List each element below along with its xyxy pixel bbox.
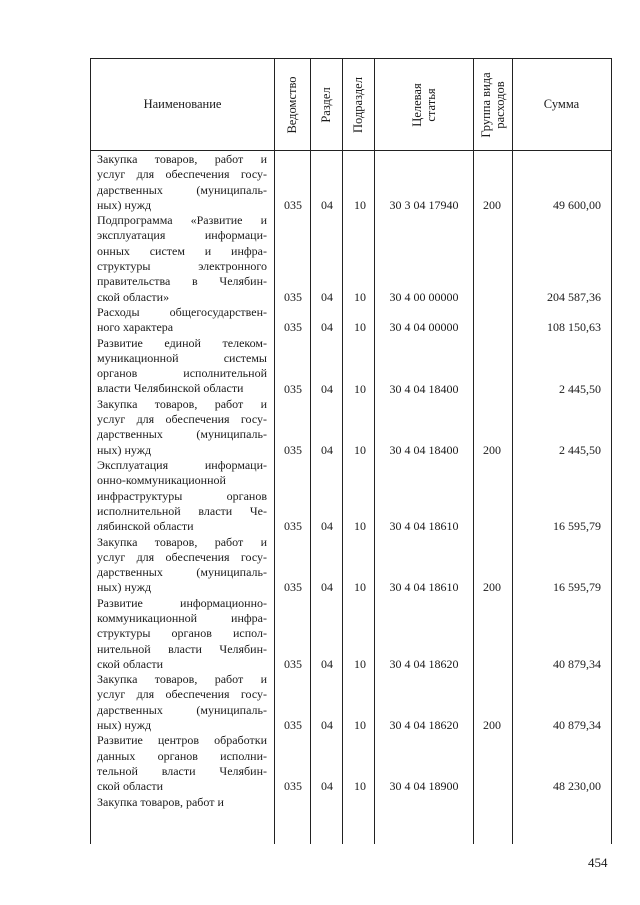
row-ved: 035 xyxy=(284,197,302,212)
row-name-line: услуг для обеспечения госу- xyxy=(97,167,267,182)
row-summa: 48 230,00 xyxy=(553,779,601,794)
row-gruppa: 200 xyxy=(483,442,501,457)
row-name-line: Развитие единой телеком- xyxy=(97,335,267,350)
row-razdel: 04 xyxy=(321,580,333,595)
row-name-line: Подпрограмма «Развитие и xyxy=(97,213,267,228)
header-celevaya-line2: статья xyxy=(423,87,438,122)
row-celevaya: 30 3 04 17940 xyxy=(389,197,459,212)
row-razdel: 04 xyxy=(321,656,333,671)
header-ved-cell xyxy=(274,59,310,150)
row-name-line: дарственных (муниципаль- xyxy=(97,427,267,442)
row-name-line: Расходы общегосударствен- xyxy=(97,305,267,319)
header-summa: Сумма xyxy=(543,97,580,111)
header-celevaya xyxy=(410,83,438,126)
row-ved: 035 xyxy=(284,656,302,671)
row-name-line: Закупка товаров, работ и xyxy=(97,152,267,166)
row-razdel: 04 xyxy=(321,320,333,335)
row-razdel: 04 xyxy=(321,779,333,794)
header-gruppa-line2: расходов xyxy=(492,80,507,129)
row-name xyxy=(97,596,267,672)
row-name-line: услуг для обеспечения госу- xyxy=(97,549,267,564)
row-summa: 108 150,63 xyxy=(547,320,601,335)
header-podrazdel: Подраздел xyxy=(351,76,365,133)
row-celevaya: 30 4 00 00000 xyxy=(389,289,459,304)
header-celevaya-cell xyxy=(374,59,473,150)
row-name-line: исполнительной власти Че- xyxy=(97,503,267,518)
row-name-line: ской области» xyxy=(97,289,170,304)
row-name-line: Развитие центров обработки xyxy=(97,733,267,748)
row-name-line: ного характера xyxy=(97,320,174,335)
row-ved: 035 xyxy=(284,381,302,396)
row-summa: 2 445,50 xyxy=(559,442,601,457)
row-name-line: ных) нужд xyxy=(97,197,152,212)
header-celevaya-line1: Целевая xyxy=(409,82,424,127)
row-name-line: ных) нужд xyxy=(97,580,152,595)
row-celevaya: 30 4 04 18610 xyxy=(389,580,459,595)
row-podrazdel: 10 xyxy=(354,656,366,671)
row-ved: 035 xyxy=(284,320,302,335)
row-celevaya: 30 4 04 18900 xyxy=(389,779,459,794)
row-razdel: 04 xyxy=(321,197,333,212)
row-podrazdel: 10 xyxy=(354,519,366,534)
page-number: 454 xyxy=(588,855,608,870)
row-summa: 204 587,36 xyxy=(547,289,601,304)
row-name xyxy=(97,336,267,397)
row-name xyxy=(97,397,267,458)
row-celevaya: 30 4 04 18620 xyxy=(389,718,459,733)
row-celevaya: 30 4 04 00000 xyxy=(389,320,459,335)
row-name-line: инфраструктуры органов xyxy=(97,488,267,503)
row-ved: 035 xyxy=(284,779,302,794)
row-name-line: структуры органов испол- xyxy=(97,626,267,641)
row-name-line: Закупка товаров, работ и xyxy=(97,534,267,549)
row-name-line: данных органов исполни- xyxy=(97,748,267,763)
row-summa: 16 595,79 xyxy=(553,519,601,534)
header-gruppa-line1: Группа вида xyxy=(478,71,493,138)
row-name-line: Закупка товаров, работ и xyxy=(97,794,224,809)
row-name-line: власти Челябинской области xyxy=(97,381,244,396)
row-razdel: 04 xyxy=(321,381,333,396)
row-name-line: нительной власти Челябин- xyxy=(97,641,267,656)
row-name xyxy=(97,305,267,336)
row-name-line: лябинской области xyxy=(97,519,194,534)
row-name xyxy=(97,458,267,534)
row-celevaya: 30 4 04 18610 xyxy=(389,519,459,534)
header-razdel: Раздел xyxy=(319,86,333,123)
column-divider xyxy=(342,59,343,844)
row-name-line: тельной власти Челябин- xyxy=(97,763,267,778)
row-name-line: ской области xyxy=(97,779,164,794)
row-podrazdel: 10 xyxy=(354,197,366,212)
header-podrazdel-cell xyxy=(342,59,374,150)
header-razdel-cell xyxy=(310,59,342,150)
row-name-line: дарственных (муниципаль- xyxy=(97,182,267,197)
row-name-line: муникационной системы xyxy=(97,350,267,365)
column-divider xyxy=(473,59,474,844)
row-name-line: ных) нужд xyxy=(97,718,152,733)
column-divider xyxy=(310,59,311,844)
row-podrazdel: 10 xyxy=(354,442,366,457)
header-ved: Ведомство xyxy=(285,75,299,134)
row-razdel: 04 xyxy=(321,519,333,534)
row-name-line: дарственных (муниципаль- xyxy=(97,565,267,580)
row-name xyxy=(97,213,267,305)
header-gruppa xyxy=(479,72,507,137)
row-name-line: ных) нужд xyxy=(97,442,152,457)
row-name-line: ской области xyxy=(97,656,164,671)
row-name xyxy=(97,733,267,794)
row-name-line: Закупка товаров, работ и xyxy=(97,672,267,687)
row-name-line: онно-коммуникационной xyxy=(97,473,226,488)
row-podrazdel: 10 xyxy=(354,718,366,733)
row-name xyxy=(97,535,267,596)
header-name: Наименование xyxy=(143,97,222,111)
row-gruppa: 200 xyxy=(483,197,501,212)
row-ved: 035 xyxy=(284,519,302,534)
row-name-line: коммуникационной инфра- xyxy=(97,610,267,625)
row-ved: 035 xyxy=(284,718,302,733)
row-razdel: 04 xyxy=(321,442,333,457)
row-razdel: 04 xyxy=(321,718,333,733)
table-header xyxy=(91,59,611,151)
row-name-line: услуг для обеспечения госу- xyxy=(97,412,267,427)
row-celevaya: 30 4 04 18400 xyxy=(389,442,459,457)
row-name-line: структуры электронного xyxy=(97,259,267,274)
row-podrazdel: 10 xyxy=(354,320,366,335)
row-razdel: 04 xyxy=(321,289,333,304)
row-name-line: Закупка товаров, работ и xyxy=(97,396,267,411)
row-podrazdel: 10 xyxy=(354,580,366,595)
header-gruppa-cell xyxy=(473,59,512,150)
row-ved: 035 xyxy=(284,580,302,595)
row-name xyxy=(97,672,267,733)
row-gruppa: 200 xyxy=(483,580,501,595)
row-name-line: Развитие информационно- xyxy=(97,595,267,610)
header-summa-cell xyxy=(512,59,611,150)
row-summa: 40 879,34 xyxy=(553,718,601,733)
row-ved: 035 xyxy=(284,289,302,304)
row-name-line: органов исполнительной xyxy=(97,366,267,381)
row-podrazdel: 10 xyxy=(354,289,366,304)
header-name-cell xyxy=(91,59,274,150)
row-name-line: услуг для обеспечения госу- xyxy=(97,687,267,702)
row-name-line: Эксплуатация информаци- xyxy=(97,458,267,472)
budget-table xyxy=(90,58,612,844)
row-summa: 49 600,00 xyxy=(553,197,601,212)
row-name xyxy=(97,152,267,213)
row-name-line: дарственных (муниципаль- xyxy=(97,702,267,717)
row-name xyxy=(97,795,267,810)
row-name-line: эксплуатация информаци- xyxy=(97,228,267,243)
column-divider xyxy=(274,59,275,844)
row-name-line: онных систем и инфра- xyxy=(97,243,267,258)
row-podrazdel: 10 xyxy=(354,381,366,396)
row-celevaya: 30 4 04 18620 xyxy=(389,656,459,671)
row-celevaya: 30 4 04 18400 xyxy=(389,381,459,396)
row-summa: 40 879,34 xyxy=(553,656,601,671)
row-podrazdel: 10 xyxy=(354,779,366,794)
row-summa: 16 595,79 xyxy=(553,580,601,595)
row-gruppa: 200 xyxy=(483,718,501,733)
row-summa: 2 445,50 xyxy=(559,381,601,396)
row-name-line: правительства в Челябин- xyxy=(97,274,267,289)
row-ved: 035 xyxy=(284,442,302,457)
